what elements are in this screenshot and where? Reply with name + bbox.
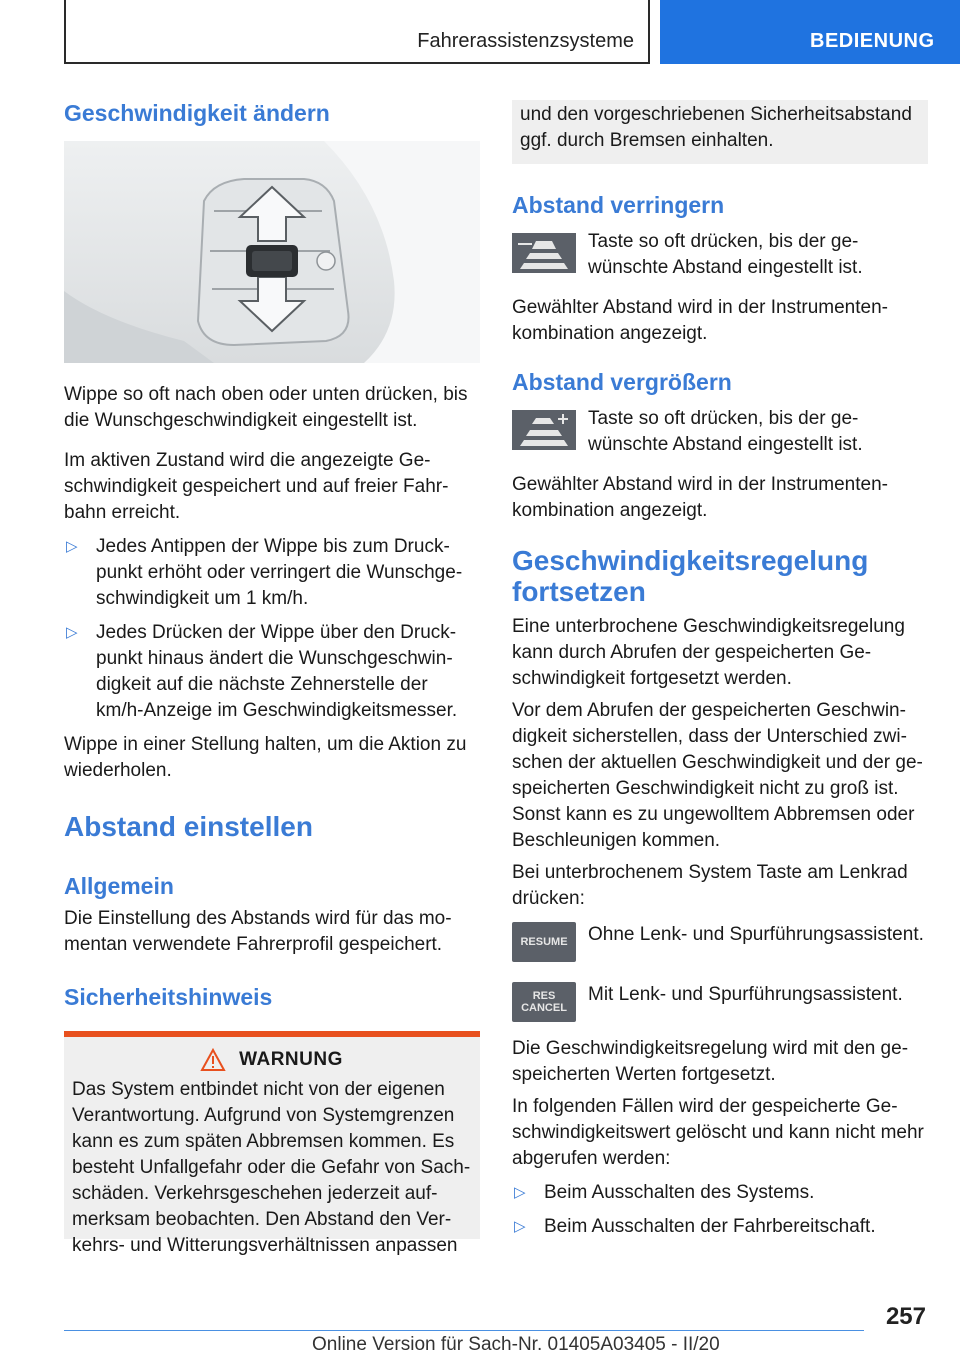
warning-continuation xyxy=(512,100,928,164)
heading-decrease: Abstand verringern xyxy=(512,192,725,218)
list-item: ▷ Beim Ausschalten des Systems. xyxy=(512,1180,928,1206)
rescancel-key-line-2: CANCEL xyxy=(521,1001,567,1014)
triangle-bullet-icon: ▷ xyxy=(514,1217,526,1235)
rescancel-row xyxy=(512,982,928,1022)
page-number: 257 xyxy=(885,1303,926,1330)
paragraph-profile: Die Einstellung des Abstands wird für das momentan verwendete Fahrerprofil gespeichert. xyxy=(64,907,452,955)
bullet-list-right xyxy=(512,1180,928,1240)
left-column xyxy=(64,100,480,1256)
resume-paragraph-3: Bei unterbrochenem System Taste am Lenkrad drücken: xyxy=(512,861,908,909)
heading-general: Allgemein xyxy=(64,872,174,899)
heading-change-speed: Geschwindigkeit ändern xyxy=(64,100,330,126)
resume-paragraph-4: Die Geschwindigkeitsregelung wird mit den gespeicherten Werten fortgesetzt. xyxy=(512,1037,909,1085)
resume-paragraph-2: Vor dem Abrufen der gespeicherten Geschwindigkeit sicherstellen, dass der Unterschied zwischen der aktuellen Geschwindigkeit und der gespeicherten Geschwindigkeit nicht zu groß ist. Sonst kann es zu ungewolltem Abbremsen oder Beschleunigen kommen. xyxy=(512,699,923,851)
rescancel-key-icon xyxy=(512,982,576,1022)
increase-text: Taste so oft drücken, bis der gewünschte Abstand eingestellt ist. xyxy=(588,408,863,455)
footer-line xyxy=(64,1330,864,1331)
warning-continuation-text: und den vorgeschriebenen Sicherheitsabstand ggf. durch Bremsen einhalten. xyxy=(520,104,912,151)
list-item: ▷ Beim Ausschalten der Fahrbereitschaft. xyxy=(512,1214,928,1240)
header-section: BEDIENUNG xyxy=(810,30,935,52)
paragraph-hold: Wippe in einer Stellung halten, um die Aktion zu wiederholen. xyxy=(64,734,467,781)
header-section-tab xyxy=(660,0,960,64)
heading-distance: Abstand einstellen xyxy=(64,811,313,842)
resume-paragraph-1: Eine unterbrochene Geschwindigkeitsregelung kann durch Abrufen der gespeicherten Geschwindigkeit fortgesetzt werden. xyxy=(512,615,905,689)
increase-row xyxy=(512,406,928,458)
decrease-row xyxy=(512,229,928,281)
warning-box xyxy=(64,1037,480,1256)
distance-decrease-icon xyxy=(512,233,576,273)
warning-header xyxy=(72,1049,472,1071)
list-item: ▷ Jedes Antippen der Wippe bis zum Druckpunkt erhöht oder verringert die Wunschgeschwindigkeit um 1 km/h. xyxy=(66,536,463,609)
decrease-text: Taste so oft drücken, bis der gewünschte Abstand eingestellt ist. xyxy=(588,231,863,278)
header-title: Fahrerassistenzsysteme xyxy=(417,30,634,52)
warning-triangle-icon xyxy=(201,1049,225,1071)
triangle-bullet-icon: ▷ xyxy=(514,1183,526,1201)
heading-increase: Abstand vergrößern xyxy=(512,369,732,395)
distance-increase-icon xyxy=(512,410,576,450)
paragraph-rocker: Wippe so oft nach oben oder unten drücken, bis die Wunschgeschwindigkeit eingestellt ist. xyxy=(64,384,468,431)
increase-paragraph: Gewählter Abstand wird in der Instrumentenkombination angezeigt. xyxy=(512,474,888,521)
triangle-bullet-icon: ▷ xyxy=(66,538,78,555)
bullet-list-left xyxy=(64,534,480,724)
resume-text: Ohne Lenk- und Spurführungsassistent. xyxy=(588,923,924,945)
resume-paragraph-5: In folgenden Fällen wird der gespeicherte Geschwindigkeitswert gelöscht und kann nicht mehr abgerufen werden: xyxy=(512,1095,924,1169)
resume-row xyxy=(512,922,928,962)
triangle-bullet-icon: ▷ xyxy=(66,624,78,641)
decrease-paragraph: Gewählter Abstand wird in der Instrumentenkombination angezeigt. xyxy=(512,297,888,344)
right-column xyxy=(512,100,928,1248)
heading-safety: Sicherheitshinweis xyxy=(64,983,273,1010)
warning-title: WARNUNG xyxy=(239,1048,343,1070)
header-title-box xyxy=(64,0,650,64)
paragraph-active-state: Im aktiven Zustand wird die angezeigte Geschwindigkeit gespeichert und auf freier Fahrbahn erreicht. xyxy=(64,450,449,523)
resume-key-icon: RESUME xyxy=(512,922,576,962)
footer-online-version: Online Version für Sach-Nr. 01405A03405 - II/20 xyxy=(312,1334,720,1355)
heading-resume: Geschwindigkeitsregelung fortsetzen xyxy=(512,545,869,607)
rescancel-text: Mit Lenk- und Spurführungsassistent. xyxy=(588,983,903,1005)
warning-text: Das System entbindet nicht von der eigenen Verantwortung. Aufgrund von Systemgrenzen kann es zum späten Abbremsen kommen. Es besteht Unfallgefahr oder die Gefahr von Sachschäden. Verkehrsgeschehen jederzeit aufmerksam beobachten. Den Abstand den Verkehrs- und Witterungsverhältnissen anpassen xyxy=(72,1078,471,1256)
list-item: ▷ Jedes Drücken der Wippe über den Druckpunkt hinaus ändert die Wunschgeschwindigkeit auf die nächste Zehnerstelle der km/h-Anzeige im Geschwindigkeitsmesser. xyxy=(66,622,458,721)
rescancel-key-line-1: RES xyxy=(532,989,556,1002)
steering-wheel-rocker-image xyxy=(64,141,480,363)
